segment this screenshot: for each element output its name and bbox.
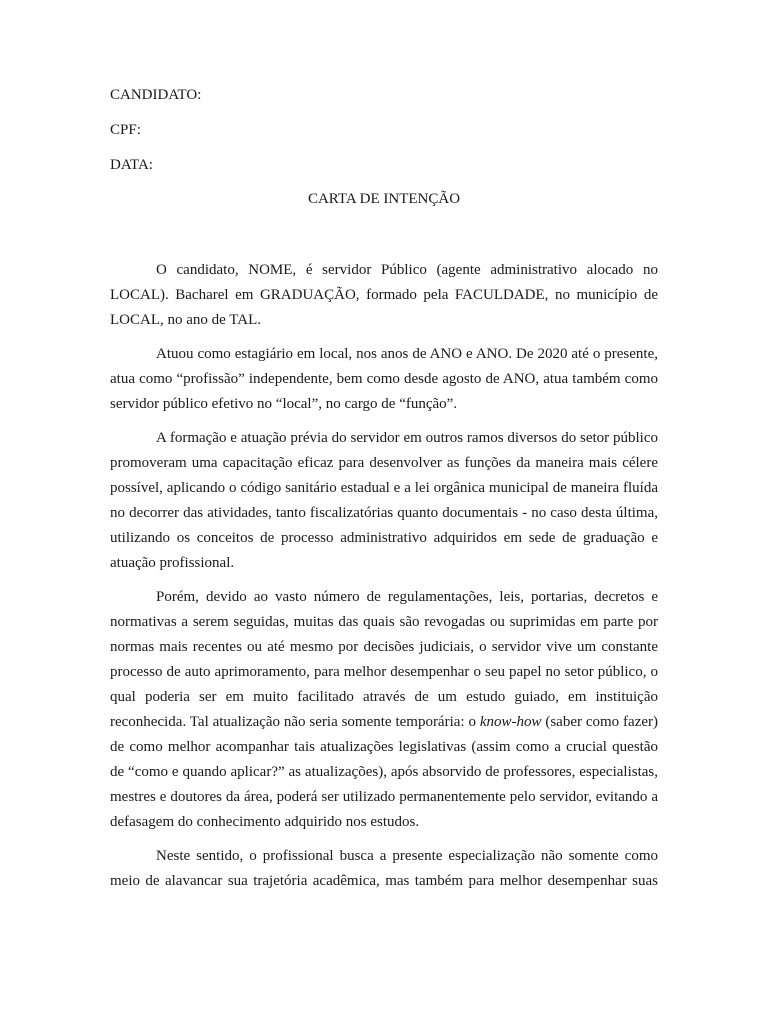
paragraph-4-italic-term: know-how	[479, 714, 542, 730]
paragraph-2: Atuou como estagiário em local, nos anos de ANO e ANO. De 2020 até o presente, atua como “profissão” independente, bem como desde agosto de ANO, atua também como servidor público efetivo no “local”, no cargo de “função”.	[110, 346, 658, 412]
document-title: CARTA DE INTENÇÃO	[307, 191, 461, 207]
letter-body	[110, 258, 658, 903]
cpf-field-label: CPF:	[110, 122, 141, 138]
paragraph-5: Neste sentido, o profissional busca a presente especialização não somente como meio de alavancar sua trajetória acadêmica, mas também para melhor desempenhar suas	[110, 848, 658, 889]
paragraph-4-text-start: Porém, devido ao vasto número de regulamentações, leis, portarias, decretos e normativas a serem seguidas, muitas das quais são revogadas ou suprimidas em parte por normas mais recentes ou até mesmo por decisões judiciais, o servidor vive um constante processo de auto aprimoramento, para melhor desempenhar o seu papel no setor público, o qual poderia ser em muito facilitado através de um estudo guiado, em instituição reconhecida. Tal atualização não seria somente temporária: o	[110, 589, 658, 730]
paragraph-4-text-end: (saber como fazer) de como melhor acompanhar tais atualizações legislativas (assim como a crucial questão de “como e quando aplicar?” as atualizações), após absorvido de professores, especialistas, mestres e doutores da área, poderá ser utilizado permanentemente pelo servidor, evitando a defasagem do conhecimento adquirido nos estudos.	[110, 714, 658, 830]
paragraph-1: O candidato, NOME, é servidor Público (agente administrativo alocado no LOCAL). Bacharel em GRADUAÇÃO, formado pela FACULDADE, no município de LOCAL, no ano de TAL.	[110, 262, 658, 328]
date-field-label: DATA:	[110, 157, 153, 173]
document-page	[110, 0, 658, 1024]
paragraph-3: A formação e atuação prévia do servidor em outros ramos diversos do setor público promoveram uma capacitação eficaz para desenvolver as funções da maneira mais célere possível, aplicando o código sanitário estadual e a lei orgânica municipal de maneira fluída no decorrer das atividades, tanto fiscalizatórias quanto documentais - no caso desta última, utilizando os conceitos de processo administrativo adquiridos em sede de graduação e atuação profissional.	[110, 430, 658, 571]
paragraph-4	[110, 585, 658, 835]
candidate-field-label: CANDIDATO:	[110, 87, 202, 103]
